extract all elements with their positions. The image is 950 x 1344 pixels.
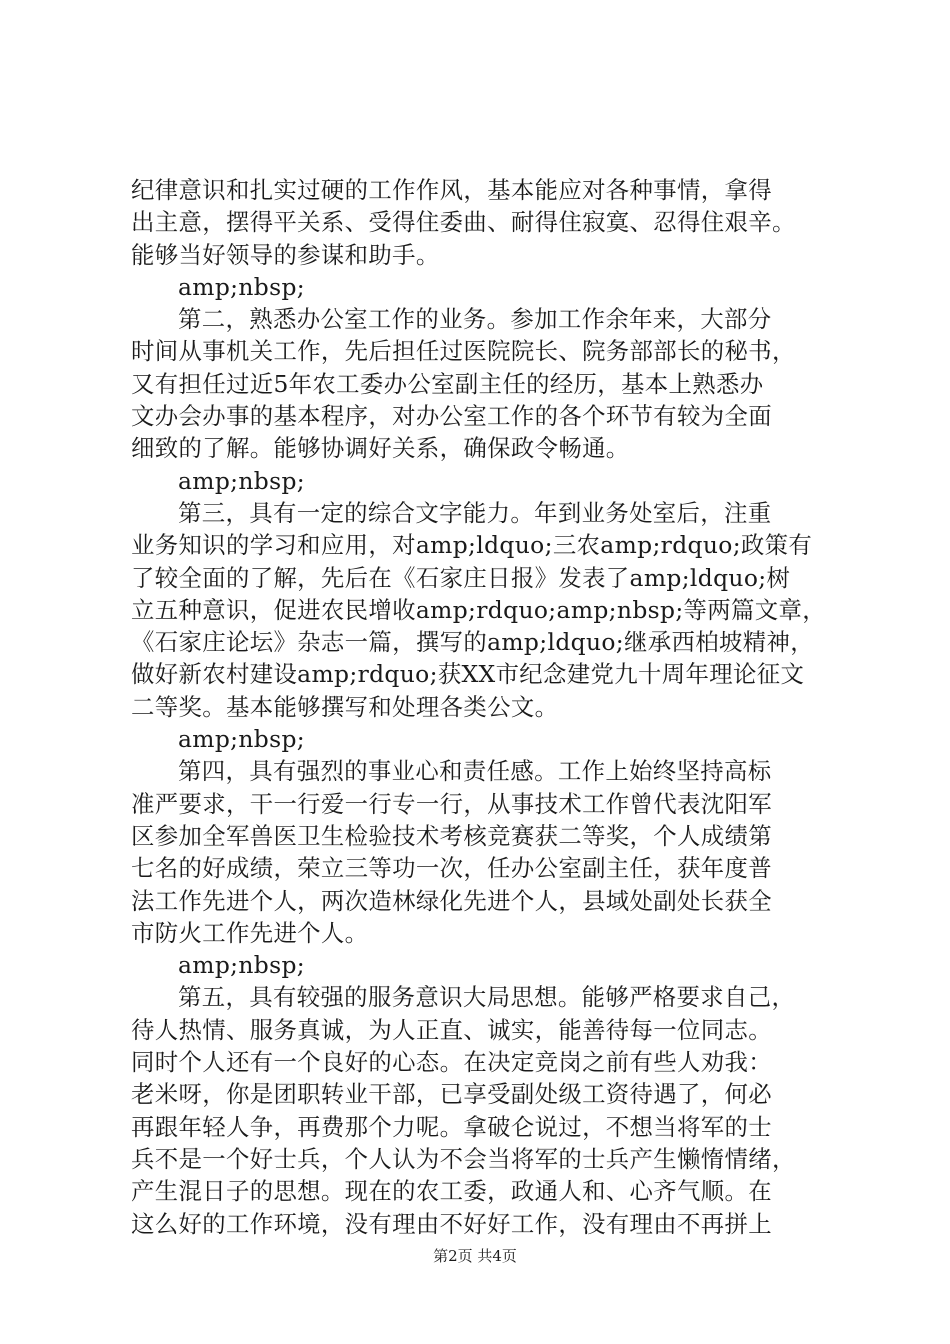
text-line: 立五种意识，促进农民增收amp;rdquo;amp;nbsp;等两篇文章， bbox=[131, 595, 826, 624]
text-line: 待人热情、服务真诚，为人正直、诚实，能善待每一位同志。 bbox=[131, 1015, 772, 1044]
text-line: 《石家庄论坛》杂志一篇，撰写的amp;ldquo;继承西柏坡精神， bbox=[131, 628, 814, 657]
text-line: 文办会办事的基本程序，对办公室工作的各个环节有较为全面 bbox=[131, 402, 772, 431]
text-line: amp;nbsp; bbox=[178, 466, 306, 495]
text-line: 七名的好成绩，荣立三等功一次，任办公室副主任，获年度普 bbox=[131, 854, 772, 883]
text-line: 再跟年轻人争，再费那个力呢。拿破仑说过，不想当将军的士 bbox=[131, 1112, 772, 1141]
text-line: 第五，具有较强的服务意识大局思想。能够严格要求自己， bbox=[178, 983, 796, 1012]
text-line: 兵不是一个好士兵，个人认为不会当将军的士兵产生懒惰情绪， bbox=[131, 1144, 796, 1173]
text-line: amp;nbsp; bbox=[178, 951, 306, 980]
text-line: 做好新农村建设amp;rdquo;获XX市纪念建党九十周年理论征文 bbox=[131, 660, 805, 689]
text-line: 出主意，摆得平关系、受得住委曲、耐得住寂寞、忍得住艰辛。 bbox=[131, 208, 796, 237]
text-line: 第三，具有一定的综合文字能力。年到业务处室后，注重 bbox=[178, 498, 772, 527]
text-line: 能够当好领导的参谋和助手。 bbox=[131, 240, 440, 269]
text-line: 法工作先进个人，两次造林绿化先进个人，县域处副处长获全 bbox=[131, 886, 772, 915]
text-line: 又有担任过近5年农工委办公室副主任的经历，基本上熟悉办 bbox=[131, 369, 764, 398]
text-line: 细致的了解。能够协调好关系，确保政令畅通。 bbox=[131, 434, 630, 463]
text-line: 时间从事机关工作，先后担任过医院院长、院务部部长的秘书， bbox=[131, 337, 796, 366]
text-line: 老米呀，你是团职转业干部，已享受副处级工资待遇了，何必 bbox=[131, 1080, 772, 1109]
text-line: amp;nbsp; bbox=[178, 725, 306, 754]
text-line: 第二，熟悉办公室工作的业务。参加工作余年来，大部分 bbox=[178, 305, 772, 334]
text-line: amp;nbsp; bbox=[178, 272, 306, 301]
text-line: 同时个人还有一个良好的心态。在决定竞岗之前有些人劝我： bbox=[131, 1048, 772, 1077]
text-line: 纪律意识和扎实过硬的工作作风，基本能应对各种事情，拿得 bbox=[131, 176, 772, 204]
text-line: 准严要求，干一行爱一行专一行，从事技术工作曾代表沈阳军 bbox=[131, 789, 772, 818]
text-line: 产生混日子的思想。现在的农工委，政通人和、心齐气顺。在 bbox=[131, 1177, 772, 1206]
text-line: 市防火工作先进个人。 bbox=[131, 918, 369, 947]
text-line: 区参加全军兽医卫生检验技术考核竞赛获二等奖，个人成绩第 bbox=[131, 821, 772, 850]
page-footer: 第2页 共4页 bbox=[433, 1247, 517, 1265]
text-line: 了较全面的了解，先后在《石家庄日报》发表了amp;ldquo;树 bbox=[131, 563, 791, 592]
text-line: 第四，具有强烈的事业心和责任感。工作上始终坚持高标 bbox=[178, 757, 772, 786]
text-line: 业务知识的学习和应用，对amp;ldquo;三农amp;rdquo;政策有 bbox=[131, 531, 813, 560]
text-line: 二等奖。基本能够撰写和处理各类公文。 bbox=[131, 692, 559, 721]
text-line: 这么好的工作环境，没有理由不好好工作，没有理由不再拼上 bbox=[131, 1209, 772, 1238]
document-body bbox=[131, 174, 831, 1240]
